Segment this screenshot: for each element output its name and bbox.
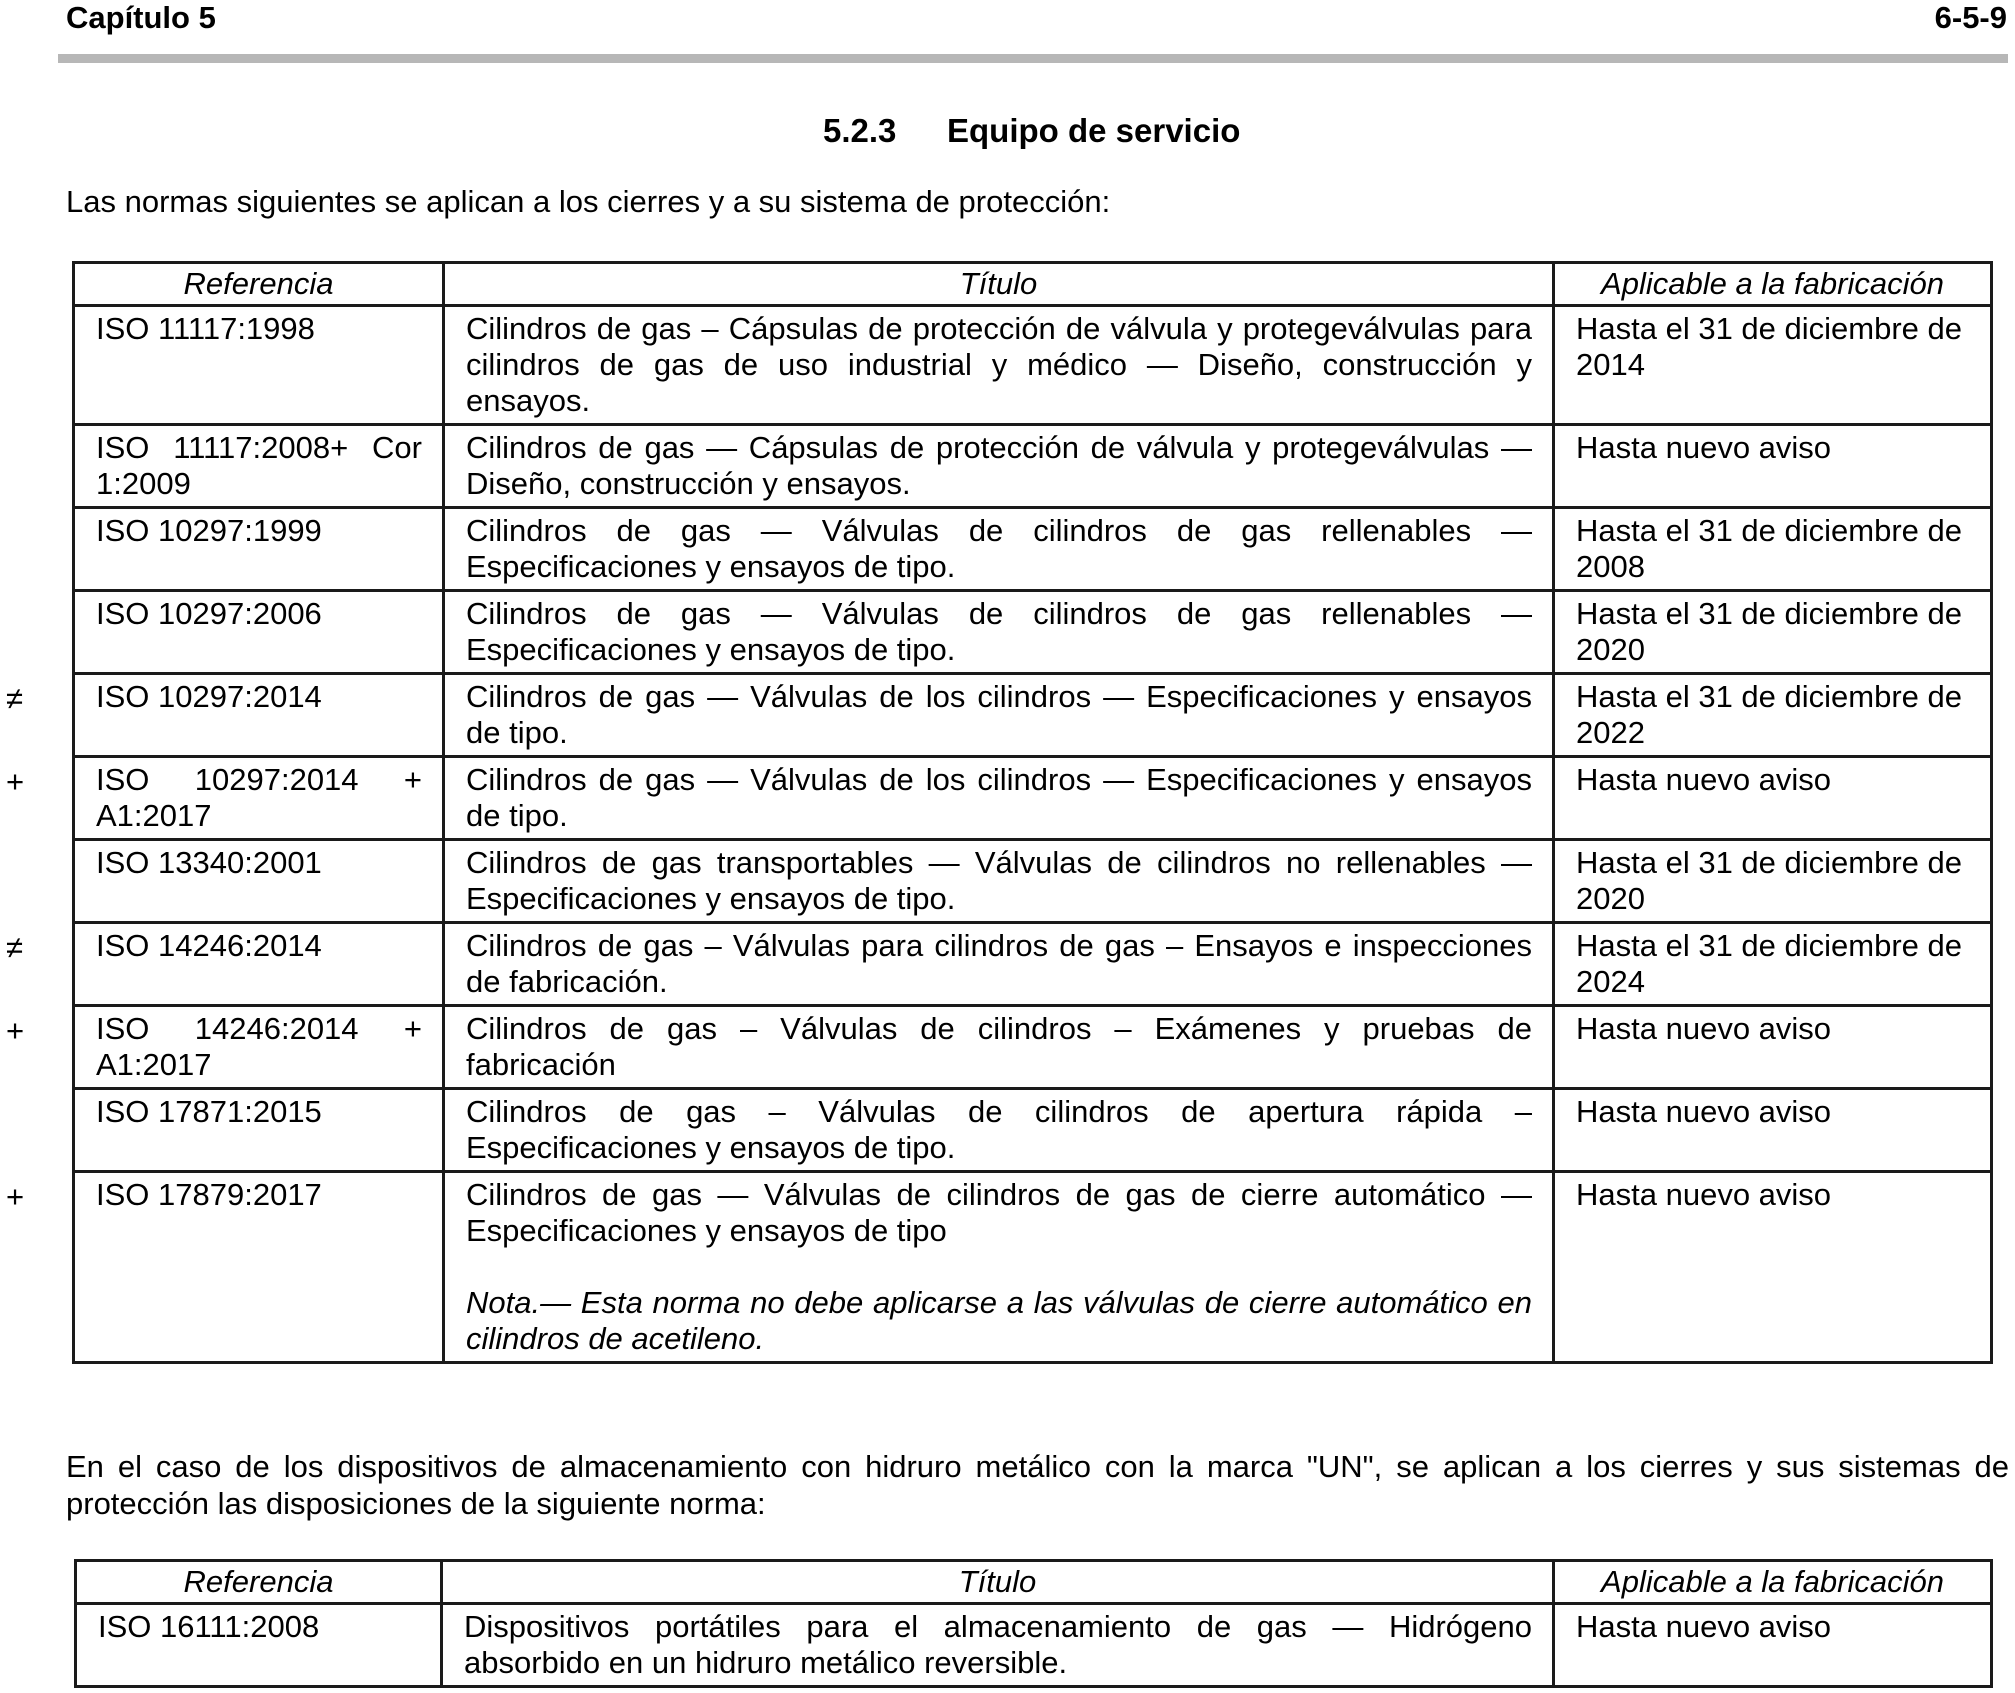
reference-cell: ISO 11117:2008+ Cor 1:2009 bbox=[74, 425, 444, 508]
column-header-applicable: Aplicable a la fabricación bbox=[1554, 263, 1992, 306]
applicable-cell: Hasta nuevo aviso bbox=[1554, 1172, 1992, 1363]
page-number: 6-5-9 bbox=[1934, 0, 2007, 35]
table-row bbox=[76, 1604, 1992, 1687]
table-row bbox=[74, 674, 1992, 757]
change-mark: + bbox=[6, 1012, 25, 1048]
title-text: Cilindros de gas – Cápsulas de protección de válvula y protegeválvulas para cilindros de gas de uso industrial y médico — Diseño, construcción y ensayos. bbox=[466, 311, 1532, 418]
reference-cell: ISO 11117:1998 bbox=[74, 306, 444, 425]
title-cell bbox=[444, 306, 1554, 425]
title-text: Cilindros de gas – Válvulas de cilindros – Exámenes y pruebas de fabricación bbox=[466, 1011, 1532, 1082]
table-row bbox=[74, 425, 1992, 508]
table-row bbox=[74, 923, 1992, 1006]
title-cell bbox=[444, 425, 1554, 508]
reference-cell: ISO 13340:2001 bbox=[74, 840, 444, 923]
title-cell bbox=[444, 840, 1554, 923]
applicable-cell: Hasta el 31 de diciembre de 2022 bbox=[1554, 674, 1992, 757]
title-cell bbox=[444, 923, 1554, 1006]
title-cell bbox=[442, 1604, 1554, 1687]
title-text: Cilindros de gas — Cápsulas de protección de válvula y protegeválvulas — Diseño, construcción y ensayos. bbox=[466, 430, 1532, 501]
column-header-reference: Referencia bbox=[74, 263, 444, 306]
change-mark: + bbox=[6, 763, 25, 799]
change-mark: ≠ bbox=[6, 929, 24, 965]
title-text: Cilindros de gas transportables — Válvulas de cilindros no rellenables — Especificaciones y ensayos de tipo. bbox=[466, 845, 1532, 916]
title-cell bbox=[444, 1172, 1554, 1363]
title-cell bbox=[444, 1089, 1554, 1172]
title-text: Cilindros de gas — Válvulas de cilindros de gas rellenables — Especificaciones y ensayos de tipo. bbox=[466, 513, 1532, 584]
applicable-cell: Hasta nuevo aviso bbox=[1554, 425, 1992, 508]
applicable-cell: Hasta nuevo aviso bbox=[1554, 1604, 1992, 1687]
note-text: Nota.— Esta norma no debe aplicarse a las válvulas de cierre automático en cilindros de acetileno. bbox=[466, 1285, 1532, 1356]
applicable-cell: Hasta nuevo aviso bbox=[1554, 1089, 1992, 1172]
table-row bbox=[74, 591, 1992, 674]
reference-cell: ISO 17879:2017 bbox=[74, 1172, 444, 1363]
reference-cell: ISO 10297:1999 bbox=[74, 508, 444, 591]
section-number: 5.2.3 bbox=[823, 112, 897, 149]
applicable-cell: Hasta el 31 de diciembre de 2014 bbox=[1554, 306, 1992, 425]
table-row bbox=[74, 508, 1992, 591]
title-text: Cilindros de gas – Válvulas de cilindros de apertura rápida – Especificaciones y ensayos de tipo. bbox=[466, 1094, 1532, 1165]
applicable-cell: Hasta el 31 de diciembre de 2008 bbox=[1554, 508, 1992, 591]
title-cell bbox=[444, 591, 1554, 674]
title-text: Cilindros de gas — Válvulas de los cilindros — Especificaciones y ensayos de tipo. bbox=[466, 679, 1532, 750]
table-row bbox=[74, 1089, 1992, 1172]
metal-hydride-paragraph: En el caso de los dispositivos de almacenamiento con hidruro metálico con la marca "UN", se aplican a los cierres y sus sistemas de protección las disposiciones de la siguiente norma: bbox=[66, 1449, 2009, 1521]
title-cell bbox=[444, 674, 1554, 757]
reference-cell: ISO 10297:2014 + A1:2017 bbox=[74, 757, 444, 840]
title-text: Dispositivos portátiles para el almacenamiento de gas — Hidrógeno absorbido en un hidruro metálico reversible. bbox=[464, 1609, 1532, 1680]
reference-cell: ISO 10297:2006 bbox=[74, 591, 444, 674]
title-cell bbox=[444, 757, 1554, 840]
column-header-title: Título bbox=[442, 1561, 1554, 1604]
title-text: Cilindros de gas — Válvulas de cilindros de gas rellenables — Especificaciones y ensayos de tipo. bbox=[466, 596, 1532, 667]
reference-cell: ISO 17871:2015 bbox=[74, 1089, 444, 1172]
applicable-cell: Hasta nuevo aviso bbox=[1554, 1006, 1992, 1089]
table-header-row bbox=[74, 263, 1992, 306]
table-row bbox=[74, 306, 1992, 425]
table-row bbox=[74, 757, 1992, 840]
metal-hydride-table bbox=[74, 1559, 1993, 1688]
header-rule bbox=[58, 54, 2008, 63]
title-text: Cilindros de gas – Válvulas para cilindros de gas – Ensayos e inspecciones de fabricación. bbox=[466, 928, 1532, 999]
reference-cell: ISO 14246:2014 bbox=[74, 923, 444, 1006]
section-title: Equipo de servicio bbox=[947, 112, 1241, 149]
table-row bbox=[74, 1006, 1992, 1089]
standards-table bbox=[72, 261, 1993, 1364]
intro-paragraph: Las normas siguientes se aplican a los cierres y a su sistema de protección: bbox=[66, 184, 1111, 219]
table-header-row bbox=[76, 1561, 1992, 1604]
column-header-reference: Referencia bbox=[76, 1561, 442, 1604]
title-text: Cilindros de gas — Válvulas de cilindros de gas de cierre automático — Especificaciones y ensayos de tipo bbox=[466, 1177, 1532, 1248]
applicable-cell: Hasta el 31 de diciembre de 2020 bbox=[1554, 840, 1992, 923]
column-header-title: Título bbox=[444, 263, 1554, 306]
change-mark: ≠ bbox=[6, 680, 24, 716]
reference-cell: ISO 16111:2008 bbox=[76, 1604, 442, 1687]
section-heading bbox=[823, 112, 1240, 150]
title-cell bbox=[444, 1006, 1554, 1089]
reference-cell: ISO 10297:2014 bbox=[74, 674, 444, 757]
title-text: Cilindros de gas — Válvulas de los cilindros — Especificaciones y ensayos de tipo. bbox=[466, 762, 1532, 833]
applicable-cell: Hasta el 31 de diciembre de 2024 bbox=[1554, 923, 1992, 1006]
applicable-cell: Hasta el 31 de diciembre de 2020 bbox=[1554, 591, 1992, 674]
table-row bbox=[74, 1172, 1992, 1363]
table-row bbox=[74, 840, 1992, 923]
column-header-applicable: Aplicable a la fabricación bbox=[1554, 1561, 1992, 1604]
applicable-cell: Hasta nuevo aviso bbox=[1554, 757, 1992, 840]
reference-cell: ISO 14246:2014 + A1:2017 bbox=[74, 1006, 444, 1089]
title-cell bbox=[444, 508, 1554, 591]
change-mark: + bbox=[6, 1178, 25, 1214]
chapter-label: Capítulo 5 bbox=[66, 0, 216, 35]
